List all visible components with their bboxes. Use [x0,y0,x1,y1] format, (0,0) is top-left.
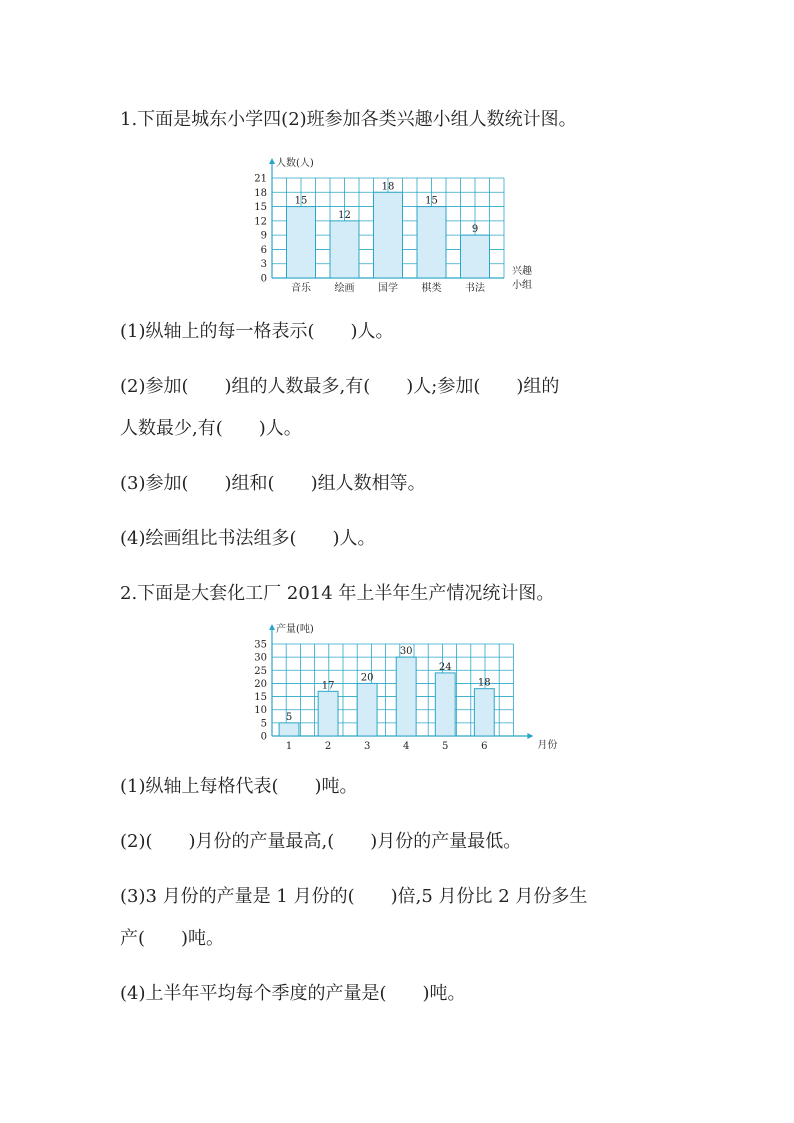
x-tick-label: 棋类 [421,283,442,294]
chart-1 [240,148,550,298]
x-tick-label: 2 [324,741,332,752]
y-axis-arrow [269,624,275,630]
bar-value-label: 20 [360,672,374,684]
x-tick-label: 音乐 [291,283,311,294]
y-tick-label: 25 [254,665,267,677]
bar [287,207,316,278]
x-tick-label: 4 [403,741,410,752]
y-tick-label: 0 [260,731,267,743]
bar [279,723,299,736]
bar [474,689,494,736]
bar-value-label: 5 [285,711,293,723]
bar-value-label: 15 [425,195,438,207]
bar [435,673,455,736]
bar [374,192,403,278]
y-tick-label: 30 [254,652,267,664]
y-tick-label: 12 [254,216,267,228]
x-axis-label: 月份 [537,740,558,751]
bar [417,207,446,278]
question-2-part-3b: 产( )吨。 [120,928,225,949]
y-axis-label: 产量(吨) [276,624,314,635]
x-tick-label: 绘画 [334,283,355,294]
x-axis-arrow [527,733,533,739]
bar [330,221,359,278]
bar-value-label: 12 [338,209,351,221]
y-tick-label: 21 [254,173,267,185]
question-1-title: 1.下面是城东小学四(2)班参加各类兴趣小组人数统计图。 [120,109,577,130]
bar-value-label: 17 [321,680,335,692]
x-tick-label: 1 [285,741,293,752]
y-tick-label: 3 [260,259,267,271]
bar-value-label: 24 [438,661,452,673]
x-axis-label: 小组 [512,280,532,291]
y-tick-label: 35 [254,639,267,651]
bar [461,235,490,278]
bar-value-label: 9 [471,224,479,236]
bar-value-label: 30 [399,646,413,658]
y-tick-label: 15 [254,692,267,704]
bar-value-label: 15 [294,195,308,207]
question-2-part-3a: (3)3 月份的产量是 1 月份的( )倍,5 月份比 2 月份多生 [120,886,588,907]
y-tick-label: 5 [260,718,267,730]
bar [318,691,338,736]
x-tick-label: 书法 [465,283,485,294]
bar [357,683,377,736]
question-2-part-1: (1)纵轴上每格代表( )吨。 [120,776,358,797]
y-tick-label: 20 [254,678,267,690]
x-tick-label: 国学 [378,283,398,294]
bar-value-label: 18 [477,677,491,689]
question-1-part-3: (3)参加( )组和( )组人数相等。 [120,473,426,494]
question-1-part-4: (4)绘画组比书法组多( )人。 [120,528,376,549]
question-2-part-2: (2)( )月份的产量最高,( )月份的产量最低。 [120,831,522,852]
y-tick-label: 10 [254,705,267,717]
x-tick-label: 5 [442,741,449,752]
question-2-title: 2.下面是大套化工厂 2014 年上半年生产情况统计图。 [120,583,555,604]
x-axis-label: 兴趣 [512,266,532,277]
y-tick-label: 9 [260,230,267,242]
bar [396,657,416,736]
question-2-part-4: (4)上半年平均每个季度的产量是( )吨。 [120,983,466,1004]
y-tick-label: 0 [260,273,267,285]
question-1-part-1: (1)纵轴上的每一格表示( )人。 [120,321,394,342]
question-1-part-2b: 人数最少,有( )人。 [120,418,302,439]
bar-value-label: 18 [381,181,395,193]
y-axis-label: 人数(人) [276,158,314,169]
x-tick-label: 3 [363,741,371,752]
y-axis-arrow [269,158,275,164]
y-tick-label: 6 [260,244,267,256]
chart-2 [240,624,558,754]
x-tick-label: 6 [481,741,488,752]
question-1-part-2a: (2)参加( )组的人数最多,有( )人;参加( )组的 [120,376,560,397]
y-tick-label: 15 [254,202,267,214]
y-tick-label: 18 [254,187,267,199]
